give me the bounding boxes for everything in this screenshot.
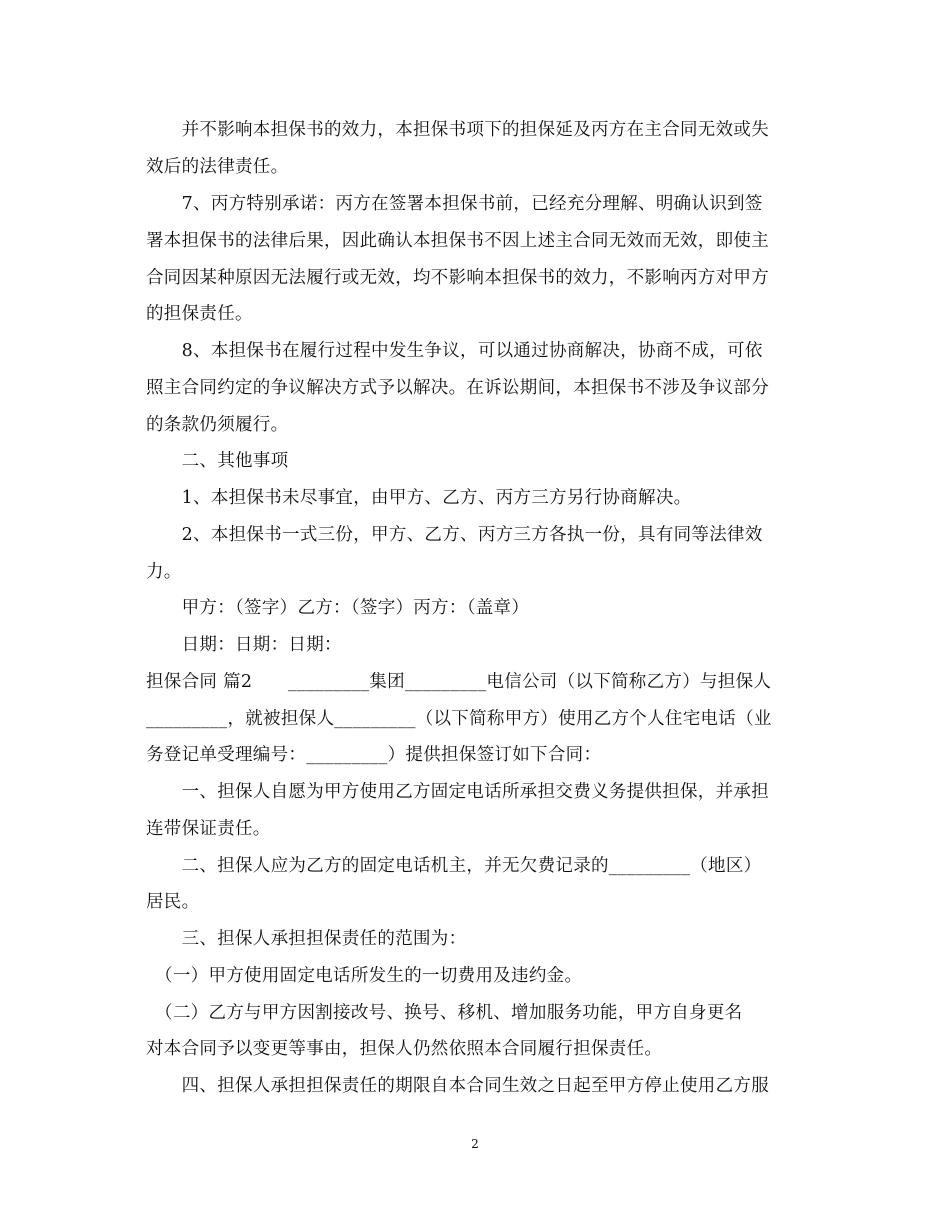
text-line: 效后的法律责任。 (146, 157, 289, 177)
text-line: 连带保证责任。 (146, 819, 271, 839)
text-line: 7、丙方特别承诺：丙方在签署本担保书前，已经充分理解、明确认识到签 (146, 194, 763, 214)
text-line: 对本合同予以变更等事由，担保人仍然依照本合同履行担保责任。 (146, 1039, 663, 1059)
text-line: 8、本担保书在履行过程中发生争议，可以通过协商解决，协商不成，可依 (146, 341, 763, 361)
text-line: 署本担保书的法律后果，因此确认本担保书不因上述主合同无效而无效，即使主 (146, 231, 769, 251)
text-line: 一、担保人自愿为甲方使用乙方固定电话所承担交费义务提供担保，并承担 (146, 782, 769, 802)
text-line: 居民。 (146, 892, 200, 912)
text-line: （二）乙方与甲方因割接改号、换号、移机、增加服务功能，甲方自身更名 (146, 1003, 743, 1023)
text-line: 2、本担保书一式三份，甲方、乙方、丙方三方各执一份，具有同等法律效 (146, 525, 763, 545)
text-line: _________，就被担保人_________（以下简称甲方）使用乙方个人住宅电话（业 (146, 709, 772, 729)
text-line: 力。 (146, 562, 182, 582)
page-number: 2 (471, 1137, 479, 1151)
text-line: 1、本担保书未尽事宜，由甲方、乙方、丙方三方另行协商解决。 (146, 488, 692, 508)
text-line: 并不影响本担保书的效力，本担保书项下的担保延及丙方在主合同无效或失 (146, 120, 769, 140)
text-line: 担保合同 篇2 _________集团_________电信公司（以下简称乙方）与担保人 (146, 672, 772, 692)
text-line: 合同因某种原因无法履行或无效，均不影响本担保书的效力，不影响丙方对甲方 (146, 268, 769, 288)
date-line: 日期：日期：日期： (146, 635, 342, 655)
text-line: 照主合同约定的争议解决方式予以解决。在诉讼期间，本担保书不涉及争议部分 (146, 378, 769, 398)
text-line: 三、担保人承担担保责任的范围为： (146, 929, 467, 949)
text-line: 的条款仍须履行。 (146, 415, 289, 435)
section-heading: 二、其他事项 (146, 451, 289, 471)
text-line: （一）甲方使用固定电话所发生的一切费用及违约金。 (146, 966, 583, 986)
text-line: 二、担保人应为乙方的固定电话机主，并无欠费记录的_________（地区） (146, 856, 762, 876)
text-line: 四、担保人承担担保责任的期限自本合同生效之日起至甲方停止使用乙方服 (146, 1076, 769, 1096)
text-line: 的担保责任。 (146, 304, 253, 324)
signature-line: 甲方：（签字）乙方：（签字）丙方：（盖章） (146, 598, 530, 618)
text-line: 务登记单受理编号：_________）提供担保签订如下合同： (146, 745, 602, 765)
